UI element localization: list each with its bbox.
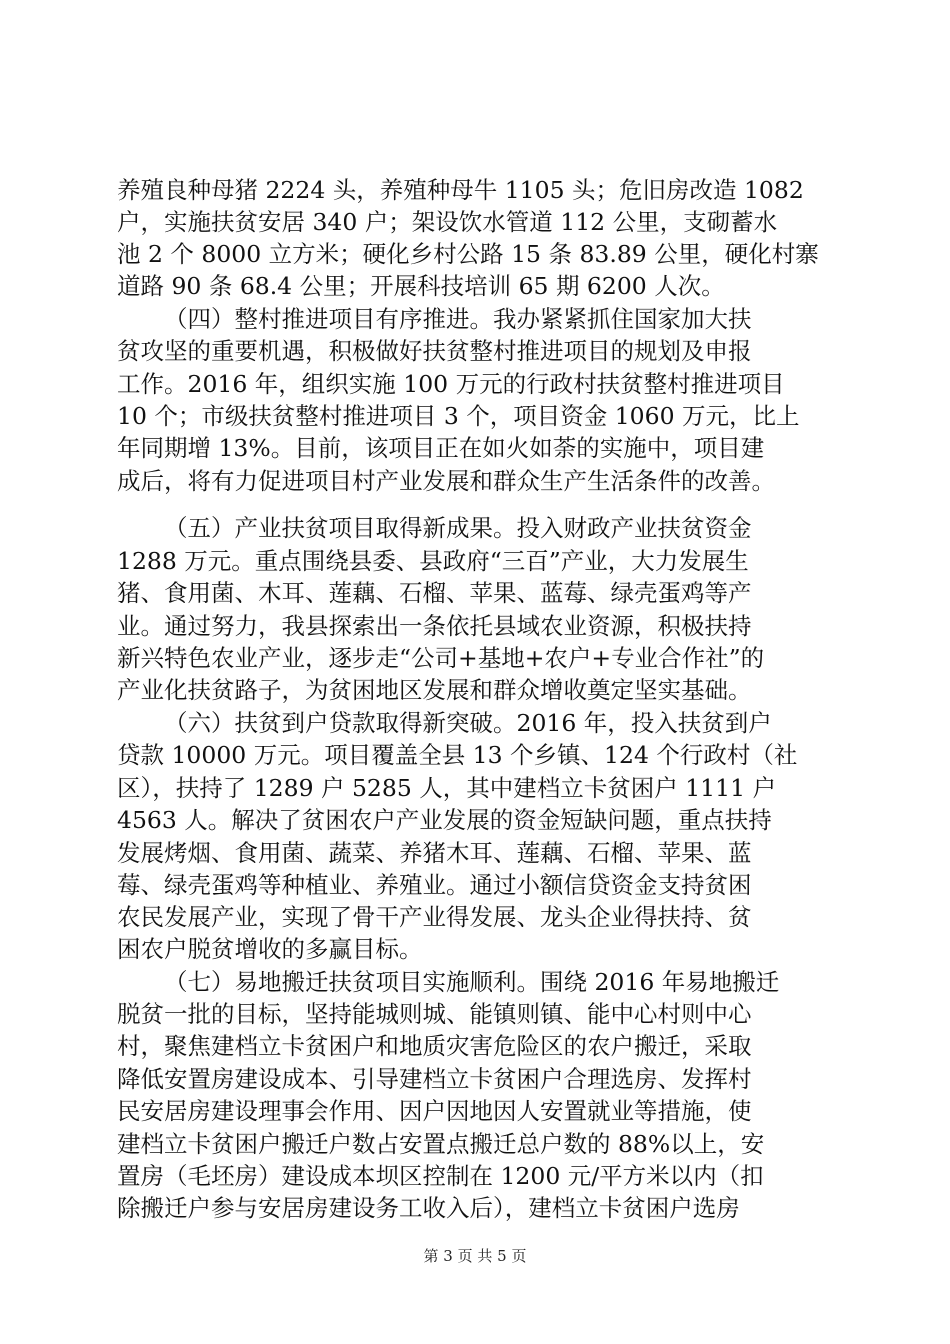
text-line: 困农户脱贫增收的多赢目标。 [117, 935, 423, 963]
text-line: 贷款 10000 万元。项目覆盖全县 13 个乡镇、124 个行政村（社 [117, 741, 798, 769]
section-heading-line: （六）扶贫到户贷款取得新突破。2016 年，投入扶贫到户 [164, 709, 772, 737]
text-line: 工作。2016 年，组织实施 100 万元的行政村扶贫整村推进项目 [117, 370, 785, 398]
text-line: 年同期增 13%。目前，该项目正在如火如荼的实施中，项目建 [117, 434, 765, 462]
text-line: 脱贫一批的目标，坚持能城则城、能镇则镇、能中心村则中心 [117, 1000, 752, 1028]
text-line: 除搬迁户参与安居房建设务工收入后），建档立卡贫困户选房 [117, 1194, 740, 1222]
text-line: 业。通过努力，我县探索出一条依托县域农业资源，积极扶持 [117, 612, 752, 640]
page-footer: 第 3 页 共 5 页 [423, 1247, 527, 1265]
text-line: 养殖良种母猪 2224 头，养殖种母牛 1105 头；危旧房改造 1082 [117, 176, 804, 204]
text-line: 建档立卡贫困户搬迁户数占安置点搬迁总户数的 88%以上，安 [117, 1130, 765, 1158]
text-line: 贫攻坚的重要机遇，积极做好扶贫整村推进项目的规划及申报 [117, 337, 752, 365]
text-line: 新兴特色农业产业，逐步走“公司+基地+农户+专业合作社”的 [117, 644, 765, 672]
text-line: 农民发展产业，实现了骨干产业得发展、龙头企业得扶持、贫 [117, 903, 752, 931]
text-line: 村，聚焦建档立卡贫困户和地质灾害危险区的农户搬迁，采取 [117, 1032, 752, 1060]
text-line: 猪、食用菌、木耳、莲藕、石榴、苹果、蓝莓、绿壳蛋鸡等产 [117, 579, 752, 607]
text-line: 置房（毛坯房）建设成本坝区控制在 1200 元/平方米以内（扣 [117, 1162, 764, 1190]
section-heading-line: （四）整村推进项目有序推进。我办紧紧抓住国家加大扶 [164, 305, 752, 333]
text-line: 区），扶持了 1289 户 5285 人，其中建档立卡贫困户 1111 户 [117, 774, 776, 802]
text-line: 成后，将有力促进项目村产业发展和群众生产生活条件的改善。 [117, 467, 775, 495]
text-line: 1288 万元。重点围绕县委、县政府“三百”产业，大力发展生 [117, 547, 749, 575]
section-heading-line: （五）产业扶贫项目取得新成果。投入财政产业扶贫资金 [164, 514, 752, 542]
text-line: 池 2 个 8000 立方米；硬化乡村公路 15 条 83.89 公里，硬化村寨 [117, 240, 819, 268]
text-line: 莓、绿壳蛋鸡等种植业、养殖业。通过小额信贷资金支持贫困 [117, 871, 752, 899]
section-heading-line: （七）易地搬迁扶贫项目实施顺利。围绕 2016 年易地搬迁 [164, 968, 780, 996]
text-line: 降低安置房建设成本、引导建档立卡贫困户合理选房、发挥村 [117, 1065, 752, 1093]
text-line: 产业化扶贫路子，为贫困地区发展和群众增收奠定坚实基础。 [117, 676, 752, 704]
text-line: 民安居房建设理事会作用、因户因地因人安置就业等措施，使 [117, 1097, 752, 1125]
text-line: 户，实施扶贫安居 340 户；架设饮水管道 112 公里，支砌蓄水 [117, 208, 778, 236]
text-line: 10 个；市级扶贫整村推进项目 3 个，项目资金 1060 万元，比上 [117, 402, 800, 430]
text-line: 道路 90 条 68.4 公里；开展科技培训 65 期 6200 人次。 [117, 272, 725, 300]
text-line: 4563 人。解决了贫困农户产业发展的资金短缺问题，重点扶持 [117, 806, 772, 834]
text-line: 发展烤烟、食用菌、蔬菜、养猪木耳、莲藕、石榴、苹果、蓝 [117, 839, 752, 867]
